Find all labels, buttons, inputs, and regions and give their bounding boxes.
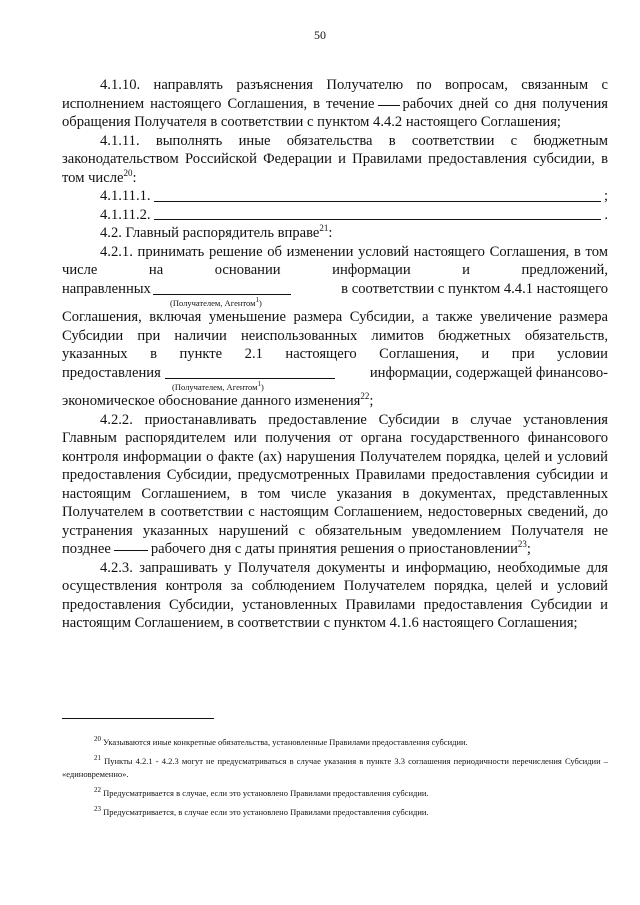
clause-4-2-1-line-5 xyxy=(62,392,608,411)
text-per-clause: в соответствии с пунктом 4.4.1 настоящего xyxy=(341,280,608,297)
footnote-number: 22 xyxy=(94,786,101,794)
clause-4-2-text: 4.2. Главный распорядитель вправе xyxy=(100,225,320,241)
footnote-text: Указываются иные конкретные обязательства, установленные Правилами предоставления субсидии. xyxy=(103,737,468,747)
footnote-ref-21: 21 xyxy=(319,223,329,233)
footnote-number: 21 xyxy=(94,754,101,762)
caption-text: (Получателем, Агентом xyxy=(172,382,258,392)
footnote-ref-20: 20 xyxy=(123,167,133,178)
clause-4-1-10-text-b: рабочих дней со дня получения обращения Получателя в соответствии с пунктом 4.4.2 настоящего Соглашения; xyxy=(62,95,608,130)
footnote-21 xyxy=(62,755,608,781)
clause-4-2-1-lines-3: Соглашения, включая уменьшение размера Субсидии, а также увеличение размера Субсидии при наличии неиспользованных лимитов бюджетных обязательств, указанных в пункте 2.1 настоящего Соглашения, и при условии xyxy=(62,309,608,362)
clause-4-1-11 xyxy=(62,132,608,188)
clause-end: . xyxy=(604,206,608,223)
clause-4-2-2-text-a: 4.2.2. приостанавливать предоставление Субсидии в случае установления Главным распорядителем или получения от органа государственного финансового контроля информации о факте (ах) нарушения Получателем порядка, целей и условий предоставления Субсидии, предусмотренных Правилами предоставления субсидии и настоящим Соглашением, в том числе указания в документах, представленных Получателем в соответствии с настоящим Соглашением, недостоверных сведений, до устранения указанных нарушений с обязательным уведомлением Получателя не позднее xyxy=(62,411,608,557)
caption-footnote-ref: 1 xyxy=(255,296,259,304)
caption-footnote-ref: 1 xyxy=(257,380,261,388)
footnote-text: Пункты 4.2.1 - 4.2.3 могут не предусматриваться в случае указания в пункте 3.3 соглашения периодичности перечисления Субсидии – «единовременно». xyxy=(62,756,608,779)
caption-text: (Получателем, Агентом xyxy=(170,298,256,308)
blank-recipient-field xyxy=(165,377,335,379)
clause-4-1-11-end: : xyxy=(132,169,137,186)
caption-end: ) xyxy=(260,382,264,392)
caption-recipient-agent xyxy=(62,298,608,308)
clause-4-2-1-line-2 xyxy=(62,280,608,299)
blank-line xyxy=(154,218,602,220)
footnotes xyxy=(62,736,608,825)
text-sent-by: направленных xyxy=(62,280,151,297)
footnote-number: 23 xyxy=(94,805,101,813)
footnote-text: Предусматривается, в случае если это установлено Правилами предоставления субсидии. xyxy=(103,807,429,817)
caption-recipient-agent xyxy=(62,382,608,392)
clause-4-1-10 xyxy=(62,76,608,132)
footnote-ref-22: 22 xyxy=(360,391,370,401)
footnote-text: Предусматривается в случае, если это установлено Правилами предоставления субсидии. xyxy=(103,788,429,798)
clause-4-2-1-lines-1: 4.2.1. принимать решение об изменении условий настоящего Соглашения, в том числе на основании информации и предложений, xyxy=(62,243,608,278)
clause-4-1-11-1-label: 4.1.11.1. xyxy=(100,188,151,204)
page-number: 50 xyxy=(314,28,326,42)
clause-4-2-1-text-end: экономическое обоснование данного изменения xyxy=(62,393,361,409)
clause-4-2-end: : xyxy=(328,225,333,241)
clause-4-2-3: 4.2.3. запрашивать у Получателя документы и информацию, необходимые для осуществления контроля за соблюдением Получателем порядка, целей и условий предоставления Субсидии, установленных Правилами предоставления Субсидии и настоящим Соглашением, в соответствии с пунктом 4.1.6 настоящего Соглашения; xyxy=(62,559,608,631)
clause-4-1-11-text: 4.1.11. выполнять иные обязательства в соответствии с бюджетным законодательством Российской Федерации и Правилами предоставления субсидии, в том числе xyxy=(62,132,608,186)
blank-recipient-field xyxy=(153,293,291,295)
clause-4-1-11-2-label: 4.1.11.2. xyxy=(100,206,151,223)
clause-4-2-2-text-b: рабочего дня с даты принятия решения о приостановлении xyxy=(150,541,518,557)
footnote-23 xyxy=(62,806,608,819)
clause-4-1-11-1 xyxy=(62,187,608,206)
footnote-20 xyxy=(62,736,608,749)
clause-4-2-2 xyxy=(62,411,608,559)
footnote-ref-23: 23 xyxy=(517,539,527,549)
footnote-22 xyxy=(62,787,608,800)
blank-days-field xyxy=(378,104,400,106)
clause-4-2 xyxy=(62,224,608,243)
clause-end: ; xyxy=(603,188,608,204)
footnote-number: 20 xyxy=(94,735,101,743)
clause-4-2-1-line-4 xyxy=(62,364,608,383)
document-body xyxy=(62,76,608,633)
text-provision: предоставления xyxy=(62,364,161,381)
caption-end: ) xyxy=(258,298,262,308)
text-information: информации, содержащей финансово- xyxy=(369,364,608,381)
footnote-separator xyxy=(62,718,214,719)
blank-line xyxy=(154,200,601,202)
clause-4-1-11-2 xyxy=(62,206,608,225)
clause-4-1-10-text-a: 4.1.10. направлять разъяснения Получателю по вопросам, связанным с исполнением настоящего Соглашения, в течение xyxy=(62,77,608,112)
blank-days-field xyxy=(114,549,148,551)
clause-4-2-1-end: ; xyxy=(369,393,374,409)
clause-4-2-2-end: ; xyxy=(526,541,531,557)
